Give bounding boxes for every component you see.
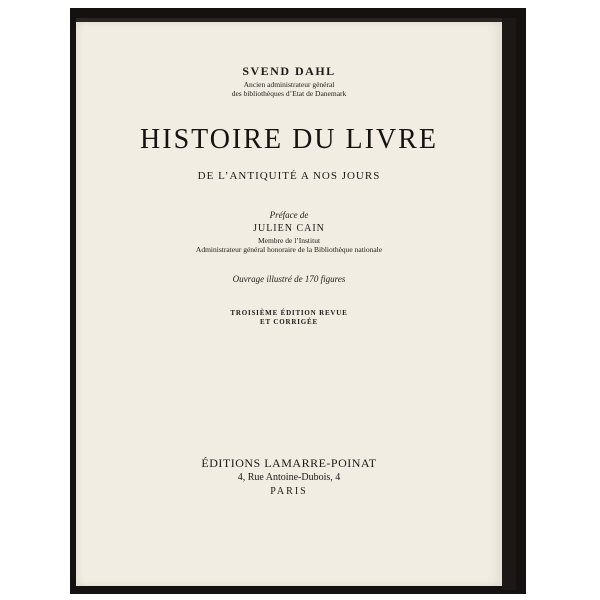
publisher-address: 4, Rue Antoine-Dubois, 4 (237, 472, 341, 483)
author-note-line: des bibliothèques d’Etat de Danemark (231, 89, 347, 98)
author-note-line: Ancien administrateur général (243, 80, 335, 89)
preface-author-name: JULIEN CAIN (253, 223, 325, 234)
illustrations-note: Ouvrage illustré de 170 figures (232, 274, 346, 284)
preface-role-line: Administrateur général honoraire de la Bibliothèque nationale (195, 245, 383, 254)
edition-line: TROISIÈME ÉDITION REVUE (230, 309, 348, 317)
book-title: HISTOIRE DU LIVRE (140, 124, 438, 155)
publisher-name: ÉDITIONS LAMARRE-POINAT (201, 456, 377, 470)
page-edge (502, 18, 516, 590)
edition-line: ET CORRIGÉE (260, 318, 318, 326)
author-name: SVEND DAHL (242, 64, 336, 78)
preface-label: Préface de (269, 210, 309, 220)
title-page (76, 22, 502, 586)
publisher-city: PARIS (270, 486, 308, 497)
preface-role-line: Membre de l’Institut (257, 236, 321, 245)
book-subtitle: DE L’ANTIQUITÉ A NOS JOURS (197, 170, 381, 182)
